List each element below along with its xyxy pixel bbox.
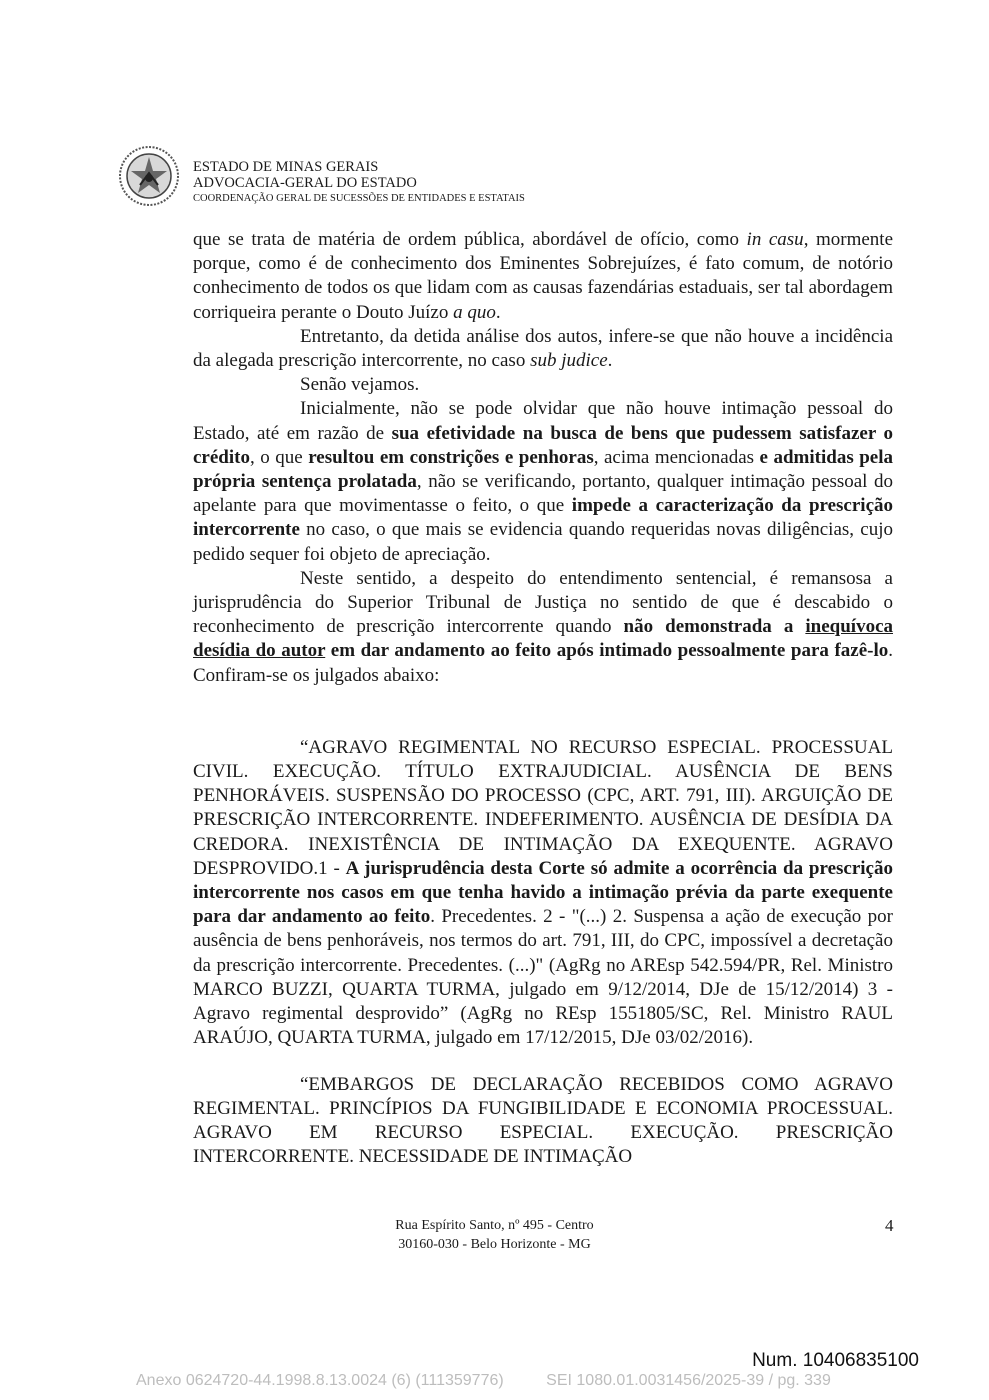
quotation-2: “EMBARGOS DE DECLARAÇÃO RECEBIDOS COMO AGRAVO REGIMENTAL. PRINCÍPIOS DA FUNGIBILIDADE E ECONOMIA PROCESSUAL. AGRAVO EM RECURSO ESPECIAL. EXECUÇÃO. PRESCRIÇÃO INTERCORRENTE. NECESSIDADE DE INTIMAÇÃO	[193, 1073, 893, 1168]
paragraph-3: Senão vejamos.	[300, 374, 420, 396]
sei-reference: SEI 1080.01.0031456/2025-39 / pg. 339	[546, 1372, 831, 1389]
page-number: 4	[885, 1216, 894, 1235]
page-footer	[0, 1216, 989, 1254]
letterhead	[193, 159, 525, 207]
paragraph-2: Entretanto, da detida análise dos autos, infere-se que não houve a incidência da alegada prescrição intercorrente, no caso sub judice.	[193, 325, 893, 372]
quotation-1: “AGRAVO REGIMENTAL NO RECURSO ESPECIAL. PROCESSUAL CIVIL. EXECUÇÃO. TÍTULO EXTRAJUDICIAL. AUSÊNCIA DE BENS PENHORÁVEIS. SUSPENSÃO DO PROCESSO (CPC, ART. 791, III). ARGUIÇÃO DE PRESCRIÇÃO INTERCORRENTE. INDEFERIMENTO. AUSÊNCIA DE DESÍDIA DA CREDORA. INEXISTÊNCIA DE INTIMAÇÃO DA EXEQUENTE. AGRAVO DESPROVIDO.1 - A jurisprudência desta Corte só admite a ocorrência da prescrição intercorrente nos casos em que tenha havido a intimação prévia da parte exequente para dar andamento ao feito. Precedentes. 2 - "(...) 2. Suspensa a ação de execução por ausência de bens penhoráveis, nos termos do art. 791, III, do CPC, impossível a decretação da prescrição intercorrente. Precedentes. (...)" (AgRg no AREsp 542.594/PR, Rel. Ministro MARCO BUZZI, QUARTA TURMA, julgado em 9/12/2014, DJe de 15/12/2014) 3 - Agravo regimental desprovido” (AgRg no REsp 1551805/SC, Rel. Ministro RAUL ARAÚJO, QUARTA TURMA, julgado em 17/12/2015, DJe 03/02/2016).	[193, 736, 893, 1049]
paragraph-5: Neste sentido, a despeito do entendimento sentencial, é remansosa a jurisprudência do Superior Tribunal de Justiça no sentido de que é descabido o reconhecimento de prescrição intercorrente quando não demonstrada a inequívoca desídia do autor em dar andamento ao feito após intimado pessoalmente para fazê-lo. Confiram-se os julgados abaixo:	[193, 567, 893, 686]
document-body	[193, 228, 893, 1169]
paragraph-4: Inicialmente, não se pode olvidar que não houve intimação pessoal do Estado, até em razão de sua efetividade na busca de bens que pudessem satisfazer o crédito, o que resultou em constrições e penhoras, acima mencionadas e admitidas pela própria sentença prolatada, não se verificando, portanto, qualquer intimação pessoal do apelante para que movimentasse o feito, o que impede a caracterização da prescrição intercorrente no caso, o que mais se evidencia quando requeridas novas diligências, cujo pedido sequer foi objeto de apreciação.	[193, 398, 894, 565]
letterhead-state: ESTADO DE MINAS GERAIS	[193, 159, 379, 175]
footer-city: 30160-030 - Belo Horizonte - MG	[398, 1237, 591, 1252]
coat-of-arms-icon	[118, 145, 180, 207]
annex-reference: Anexo 0624720-44.1998.8.13.0024 (6) (111359776)	[136, 1372, 504, 1389]
paragraph-1: que se trata de matéria de ordem pública, abordável de ofício, como in casu, mormente porque, como é de conhecimento dos Eminentes Sobrejuízes, é fato comum, de notório conhecimento de todos os que lidam com as causas fazendárias estaduais, ser tal abordagem corriqueira perante o Douto Juízo a quo.	[193, 229, 893, 323]
letterhead-department: COORDENAÇÃO GERAL DE SUCESSÕES DE ENTIDADES E ESTATAIS	[193, 193, 525, 204]
annex-stamp	[136, 1372, 869, 1390]
document-number: Num. 10406835100	[752, 1350, 919, 1371]
footer-address: Rua Espírito Santo, nº 495 - Centro	[395, 1218, 594, 1233]
letterhead-agency: ADVOCACIA-GERAL DO ESTADO	[193, 175, 417, 191]
